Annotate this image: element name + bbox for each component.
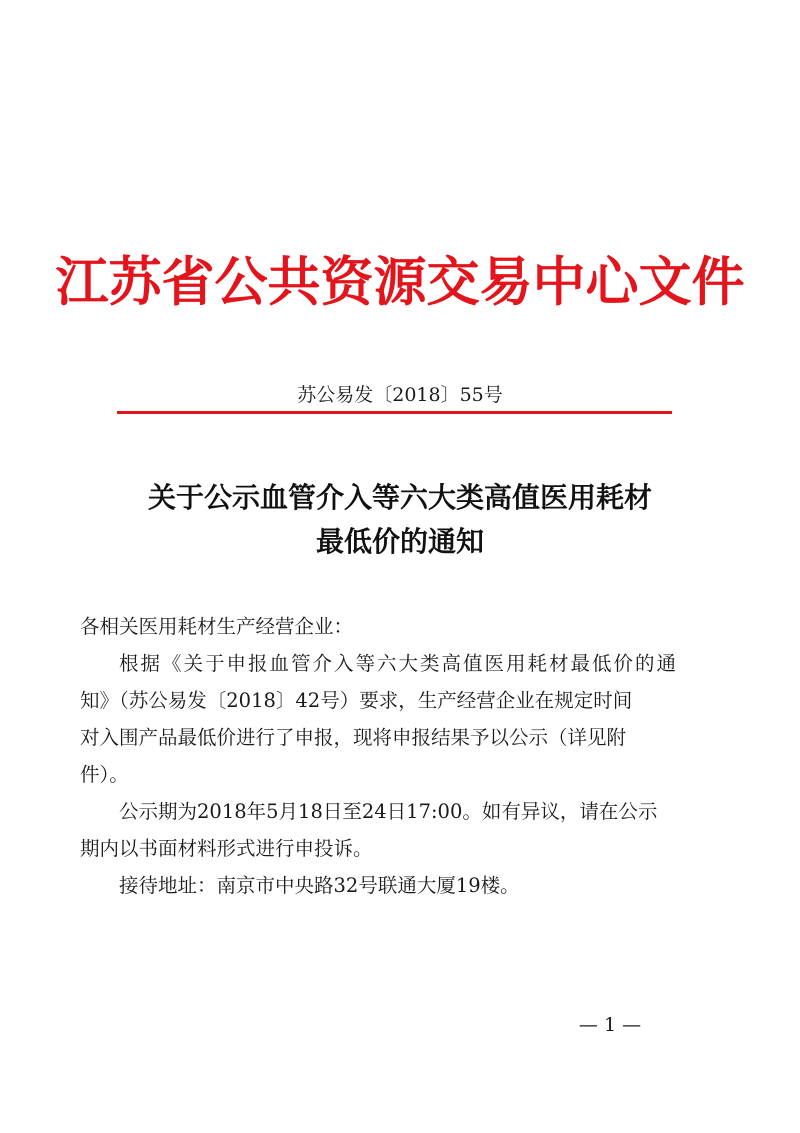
page-number: — 1 — — [578, 1014, 642, 1036]
paragraph-line: 知》（苏公易发〔2018〕42号）要求，生产经营企业在规定时间 — [80, 689, 633, 712]
notice-title — [0, 476, 800, 564]
document-number: 苏公易发〔2018〕55号 — [297, 384, 503, 406]
paragraph-line: 件）。 — [80, 763, 129, 786]
notice-title-line-1: 关于公示血管介入等六大类高值医用耗材 — [147, 481, 652, 514]
paragraph-line: 公示期为2018年5月18日至24日17:00。如有异议，请在公示 — [119, 800, 658, 823]
red-divider-line — [117, 411, 672, 414]
document-masthead: 江苏省公共资源交易中心文件 — [55, 252, 745, 313]
paragraph-line: 接待地址：南京市中央路32号联通大厦19楼。 — [119, 874, 520, 897]
paragraph-line: 根据《关于申报血管介入等六大类高值医用耗材最低价的通 — [119, 652, 679, 675]
notice-body — [80, 608, 685, 904]
paragraph-publicity-period — [80, 793, 685, 867]
paragraph-basis — [80, 645, 685, 793]
paragraph-line: 期内以书面材料形式进行申投诉。 — [80, 837, 373, 860]
notice-title-line-2: 最低价的通知 — [315, 525, 484, 558]
paragraph-reception-address — [80, 867, 685, 904]
salutation: 各相关医用耗材生产经营企业： — [80, 615, 354, 638]
paragraph-line: 对入围产品最低价进行了申报，现将申报结果予以公示（详见附 — [80, 726, 627, 749]
